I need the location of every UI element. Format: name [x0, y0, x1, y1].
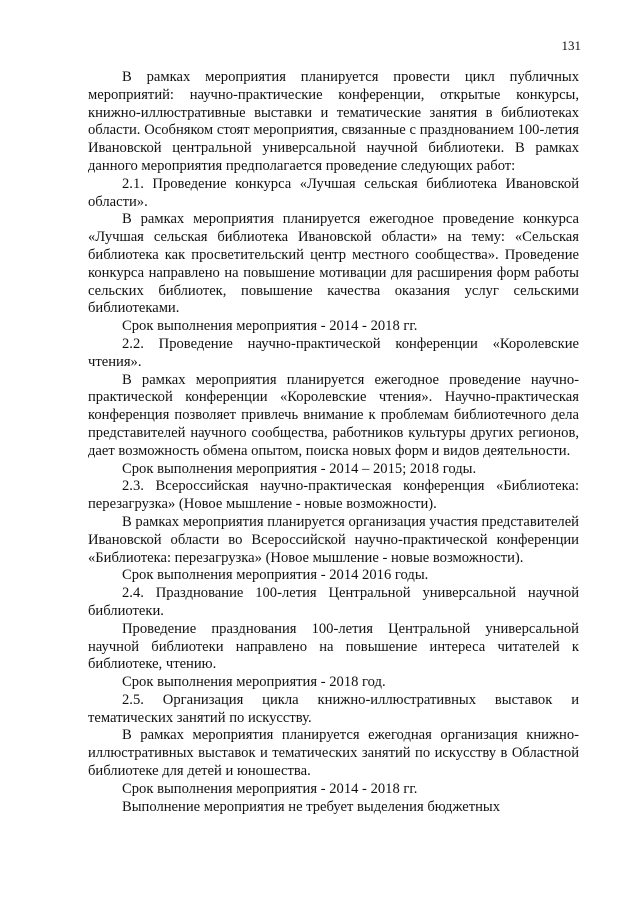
- paragraph-heading-2-1: 2.1. Проведение конкурса «Лучшая сельская библиотека Ивановской области».: [88, 175, 579, 210]
- paragraph-heading-2-5: 2.5. Организация цикла книжно-иллюстративных выставок и тематических занятий по искусству.: [88, 691, 579, 726]
- paragraph-2-2-description: В рамках мероприятия планируется ежегодное проведение научно-практической конференции «Королевские чтения». Научно-практическая конференция позволяет привлечь внимание к проблемам библиотечного дела представителей научного сообщества, работников культуры других регионов, дает возможность обмена опытом, поиска новых форм и видов деятельности.: [88, 371, 579, 459]
- paragraph-heading-2-4: 2.4. Празднование 100-летия Центральной универсальной научной библиотеки.: [88, 585, 579, 619]
- paragraph-2-3-description: В рамках мероприятия планируется организация участия представителей Ивановской области во Всероссийской научно-практической конференции «Библиотека: перезагрузка» (Новое мышление - новые возможности).: [88, 513, 579, 566]
- paragraph-2-1-deadline: Срок выполнения мероприятия - 2014 - 2018 гг.: [122, 318, 418, 335]
- paragraph-heading-2-2: 2.2. Проведение научно-практической конференции «Королевские чтения».: [88, 335, 579, 370]
- page-number: 131: [561, 38, 581, 53]
- paragraph-2-3-deadline: Срок выполнения мероприятия - 2014 2016 годы.: [122, 567, 429, 584]
- body-text: [88, 69, 579, 816]
- paragraph-funding: Выполнение мероприятия не требует выделения бюджетных: [122, 798, 501, 815]
- paragraph-2-1-description: В рамках мероприятия планируется ежегодное проведение конкурса «Лучшая сельская библиотека Ивановской области» на тему: «Сельская библиотека как просветительский центр местного сообщества». Проведение конкурса направлено на повышение мотивации для расширения форм работы сельских библиотек, повышение качества оказания услуг сельскими библиотеками.: [88, 211, 579, 317]
- paragraph-2-5-description: В рамках мероприятия планируется ежегодная организация книжно-иллюстративных выставок и тематических занятий по искусству в Областной библиотеке для детей и юношества.: [88, 727, 579, 780]
- paragraph-heading-2-3: 2.3. Всероссийская научно-практическая конференция «Библиотека: перезагрузка» (Новое мышление - новые возможности).: [88, 478, 579, 513]
- paragraph-2-5-deadline: Срок выполнения мероприятия - 2014 - 2018 гг.: [122, 780, 418, 797]
- paragraph-2-4-deadline: Срок выполнения мероприятия - 2018 год.: [122, 674, 386, 691]
- paragraph-intro: В рамках мероприятия планируется провести цикл публичных мероприятий: научно-практические конференции, открытые конкурсы, книжно-иллюстративные выставки и тематические занятия в библиотеках области. Особняком стоят мероприятия, связанные с празднованием 100-летия Ивановской центральной универсальной научной библиотеки. В рамках данного мероприятия предполагается проведение следующих работ:: [88, 69, 579, 174]
- paragraph-2-4-description: Проведение празднования 100-летия Центральной универсальной научной библиотеки направлено на повышение интереса читателей к библиотеке, чтению.: [88, 620, 579, 673]
- paragraph-2-2-deadline: Срок выполнения мероприятия - 2014 – 2015; 2018 годы.: [122, 460, 477, 477]
